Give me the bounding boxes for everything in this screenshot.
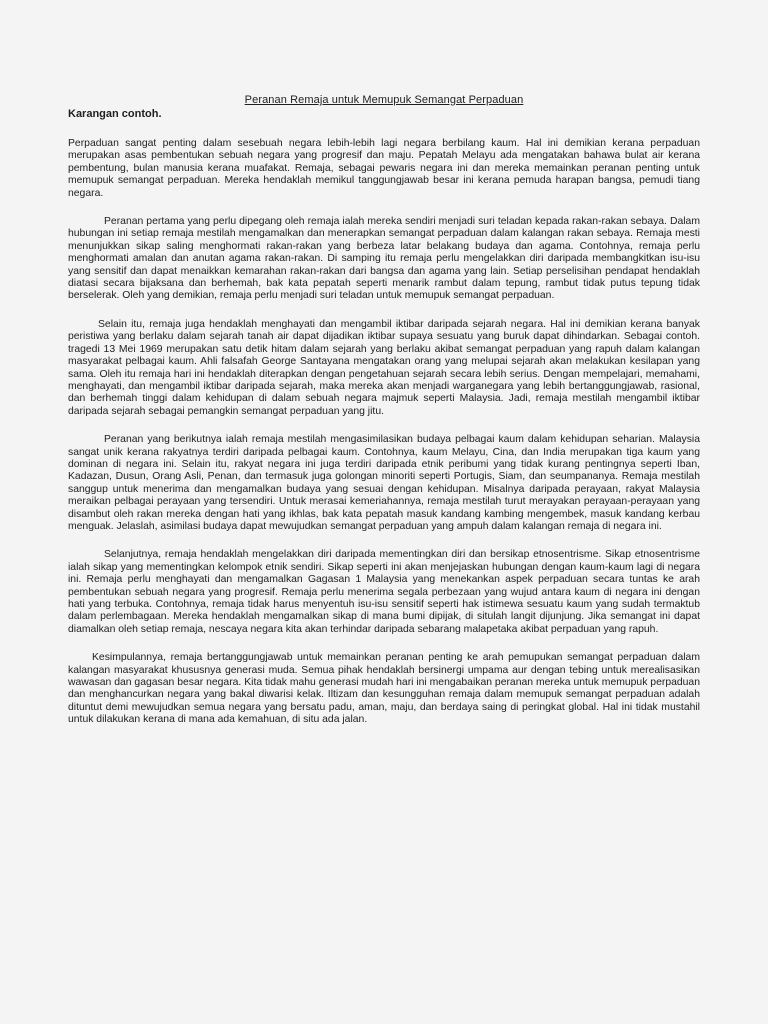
- paragraph-point-3: Peranan yang berikutnya ialah remaja mestilah mengasimilasikan budaya pelbagai kaum dalam kehidupan seharian. Malaysia sangat unik kerana rakyatnya terdiri daripada pelbagai kaum. Contohnya, kaum Melayu, Cina, dan India merupakan tiga kaum yang dominan di negara ini. Selain itu, rakyat negara ini juga terdiri daripada etnik peribumi yang tidak kurang pentingnya seperti Iban, Kadazan, Dusun, Orang Asli, Penan, dan termasuk juga golongan minoriti seperti Portugis, Siam, dan seumpananya. Remaja mestilah sanggup untuk menerima dan mengamalkan budaya yang sesuai dengan kehidupan. Misalnya daripada perayaan, rakyat Malaysia meraikan pelbagai perayaan yang tersendiri. Untuk merasai kemeriahannya, remaja mestilah turut merayakan perayaan-perayaan yang disambut oleh rakan mereka dengan hati yang ikhlas, bak kata pepatah masuk kandang kambing mengembek, masuk kandang kerbau menguak. Jelaslah, asimilasi budaya dapat mewujudkan semangat perpaduan yang ampuh dalam kalangan remaja di negara ini.: [68, 434, 700, 532]
- paragraph-point-2: Selain itu, remaja juga hendaklah menghayati dan mengambil iktibar daripada sejarah negara. Hal ini demikian kerana banyak peristiwa yang berlaku dalam sejarah tanah air dapat dijadikan iktibar supaya sesuatu yang buruk dapat dihindarkan. Sebagai contoh. tragedi 13 Mei 1969 merupakan satu detik hitam dalam sejarah yang berlaku akibat semangat perpaduan yang rapuh dalam kalangan masyarakat pelbagai kaum. Ahli falsafah George Santayana mengatakan orang yang melupai sejarah akan melakukan kesilapan yang sama. Oleh itu remaja hari ini hendaklah diterapkan dengan pengetahuan sejarah secara lebih serius. Dengan mempelajari, memahami, menghayati, dan mengambil iktibar daripada sejarah, maka mereka akan menjadi warganegara yang lebih bertanggungjawab, rasional, dan berhemah tinggi dalam kehidupan di dalam sebuah negara majmuk seperti Malaysia. Jadi, remaja mestilah mengambil iktibar daripada sejarah sebagai pemangkin semangat perpaduan yang jitu.: [68, 318, 700, 417]
- paragraph-point-4: Selanjutnya, remaja hendaklah mengelakkan diri daripada mementingkan diri dan bersikap etnosentrisme. Sikap etnosentrisme ialah sikap yang mementingkan kelompok etnik sendiri. Sikap seperti ini akan menjejaskan hubungan dengan kaum-kaum lagi di negara ini. Remaja perlu menghayati dan mengamalkan Gagasan 1 Malaysia yang menekankan aspek perpaduan secara tuntas ke arah pembentukan sebuah negara yang progresif. Remaja perlu menerima segala perbezaan yang wujud antara kaum di negara ini dengan hati yang terbuka. Contohnya, remaja tidak harus menyentuh isu-isu sensitif seperti hak istimewa sesuatu kaum yang sudah termaktub dalam perlembagaan. Mereka hendaklah mengamalkan sikap di mana bumi dipijak, di situlah langit dijunjung. Jika semangat ini dapat diamalkan oleh setiap remaja, nescaya negara kita akan terhindar daripada sebarang malapetaka akibat perpaduan yang rapuh.: [68, 549, 700, 635]
- document-body: [68, 138, 700, 743]
- paragraph-conclusion: Kesimpulannya, remaja bertanggungjawab untuk memainkan peranan penting ke arah pemupukan semangat perpaduan dalam kalangan masyarakat khususnya generasi muda. Semua pihak hendaklah bersinergi umpama aur dengan tebing untuk merealisasikan wawasan dan gagasan besar negara. Kita tidak mahu generasi mudah hari ini mengabaikan peranan mereka untuk memupuk perpaduan dan menghancurkan negara yang bakal diwarisi kelak. Iltizam dan kesungguhan remaja dalam memupuk semangat perpaduan adalah dituntut demi mewujudkan semua negara yang bersatu padu, aman, maju, dan berdaya saing di peringkat global. Hal ini tidak mustahil untuk dilakukan kerana di mana ada kemahuan, di situ ada jalan.: [68, 652, 700, 726]
- document-subtitle: Karangan contoh.: [68, 108, 162, 120]
- document-title: Peranan Remaja untuk Memupuk Semangat Perpaduan: [244, 94, 524, 106]
- paragraph-introduction: Perpaduan sangat penting dalam sesebuah negara lebih-lebih lagi negara berbilang kaum. Hal ini demikian kerana perpaduan merupakan asas pembentukan sebuah negara yang progresif dan maju. Pepatah Melayu ada mengatakan bahawa bulat air kerana pembentung, bulan manusia kerana muafakat. Remaja, sebagai pewaris negara ini dan mereka memainkan peranan penting untuk memupuk semangat perpaduan. Mereka hendaklah memikul tanggungjawab besar ini kerana pemuda harapan bangsa, pemudi tiang negara.: [68, 138, 700, 199]
- paragraph-point-1: Peranan pertama yang perlu dipegang oleh remaja ialah mereka sendiri menjadi suri teladan kepada rakan-rakan sebaya. Dalam hubungan ini setiap remaja mestilah mengamalkan dan menerapkan semangat perpaduan dalam kalangan rakan sebaya. Remaja mesti menunjukkan sikap saling menghormati rakan-rakan yang berbeza latar belakang budaya dan agama. Contohnya, remaja perlu menghormati amalan dan anutan agama rakan-rakan. Di samping itu remaja perlu mengelakkan diri daripada membangkitkan isu-isu yang sensitif dan dapat menaikkan kemarahan rakan-rakan dari bangsa dan agama yang lain. Setiap perselisihan pendapat hendaklah diatasi secara bijaksana dan berhemah, bak kata pepatah seperti menarik rambut dalam tepung, rambut tidak putus tepung tidak berselerak. Oleh yang demikian, remaja perlu menjadi suri teladan untuk memupuk semangat perpaduan.: [68, 216, 700, 302]
